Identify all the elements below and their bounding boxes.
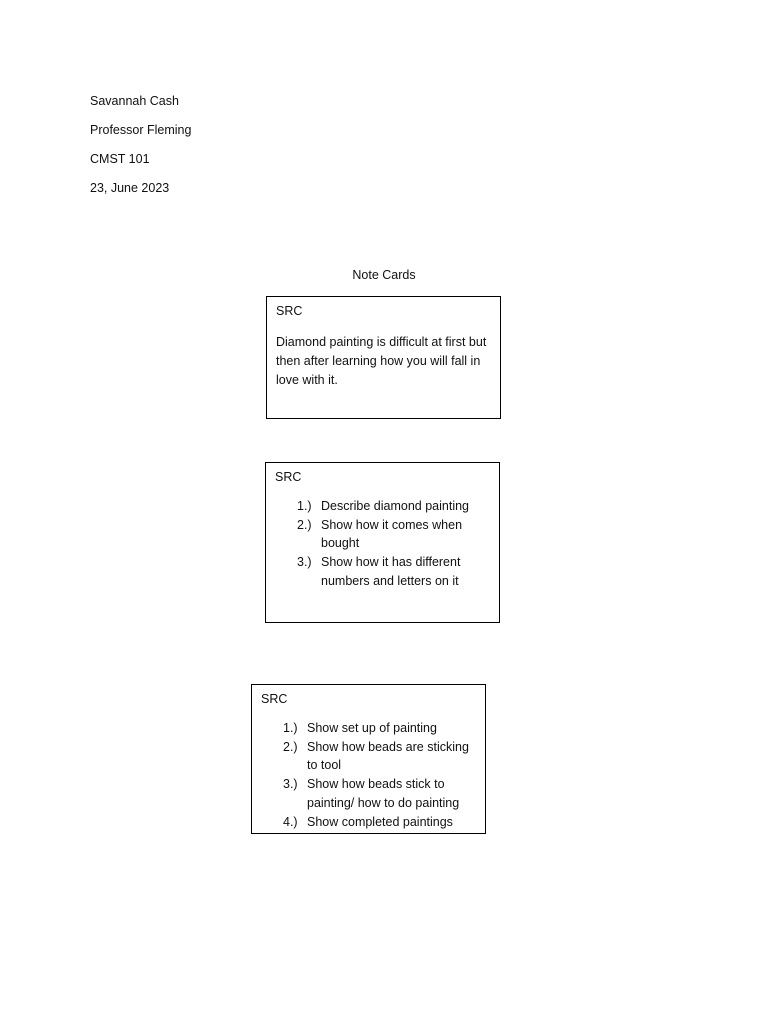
note-card-1 (266, 296, 501, 419)
card-source-label: SRC (275, 470, 302, 484)
list-item-number: 4.) (283, 814, 298, 829)
note-card-2 (265, 462, 500, 623)
list-item-text: Show how it has different numbers and letters on it (321, 555, 461, 588)
list-item-number: 2.) (297, 517, 312, 532)
list-item (283, 738, 477, 775)
list-item-text: Show set up of painting (307, 721, 437, 735)
note-card-3 (251, 684, 486, 834)
list-item-number: 2.) (283, 739, 298, 754)
list-item-text: Show how beads stick to painting/ how to do painting (307, 777, 460, 810)
list-item (283, 719, 477, 738)
document-date: 23, June 2023 (90, 181, 170, 195)
course-code: CMST 101 (90, 152, 150, 166)
list-item-number: 3.) (297, 555, 312, 570)
list-item (297, 516, 481, 553)
student-name: Savannah Cash (90, 94, 179, 108)
card-note-list (283, 719, 477, 831)
list-item-number: 1.) (283, 721, 298, 735)
list-item-text: Describe diamond painting (321, 499, 470, 513)
professor-name: Professor Fleming (90, 123, 192, 137)
list-item-text: Show how beads are sticking to tool (307, 739, 469, 773)
list-item (283, 775, 477, 812)
list-item-text: Show how it comes when bought (321, 517, 463, 551)
list-item (297, 553, 481, 590)
list-item-number: 3.) (283, 777, 298, 792)
list-item (297, 497, 481, 516)
page-title: Note Cards (352, 268, 416, 282)
card-source-label: SRC (261, 692, 288, 706)
card-note-list (297, 497, 481, 591)
card-source-label: SRC (276, 304, 303, 318)
list-item-text: Show completed paintings (307, 814, 453, 829)
list-item-number: 1.) (297, 499, 312, 513)
list-item (283, 813, 477, 832)
card-note-text: Diamond painting is difficult at first but then after learning how you will fall in love with it. (276, 335, 487, 387)
